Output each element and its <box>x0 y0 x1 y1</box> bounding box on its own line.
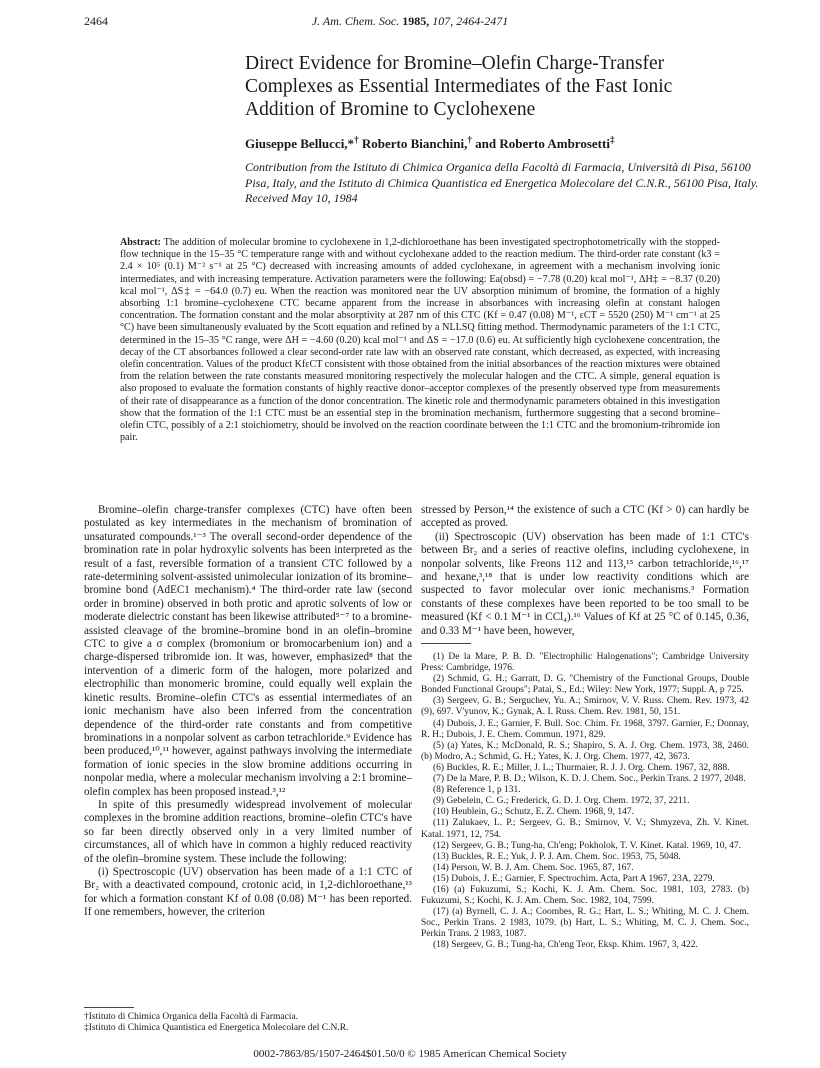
body-column-left <box>84 504 412 920</box>
footnote: ‡Istituto di Chimica Quantistica ed Energetica Molecolare del C.N.R. <box>84 1023 349 1033</box>
reference-item: (18) Sergeev, G. B.; Tung-ha, Ch'eng Teor, Eksp. Khim. 1967, 3, 422. <box>433 940 698 951</box>
journal-pages: 2464-2471 <box>456 14 509 28</box>
page-number: 2464 <box>84 14 108 28</box>
reference-item: (10) Heublein, G.; Schutz, E. Z. Chem. 1968, 9, 147. <box>433 807 635 818</box>
body-paragraph: stressed by Person,¹⁴ the existence of such a CTC (Kf > 0) can hardly be accepted as proved. <box>421 504 749 530</box>
abstract-text: The addition of molecular bromine to cyclohexene in 1,2-dichloroethane has been investigated spectrophotometrically with the stopped-flow technique in the 15–35 °C temperature range with and without cyclohexane added to the reaction medium. The third-order rate constant (k3 = 2.4 × 10⁵ (0.1) M⁻² s⁻¹ at 25 °C) decreased with increasing amounts of added cyclohexane, in agreement with a mechanism involving ionic intermediates, and with increasing temperature. Activation parameters were the following: Ea(obsd) = −7.78 (0.20) kcal mol⁻¹, ΔH‡ = −8.37 (0.20) kcal mol⁻¹, ΔS‡ = −64.0 (0.7) eu. When the reaction was monitored near the UV absorption minimum of bromine, the formation of a highly absorbing 1:1 bromine–cyclohexene CTC became apparent from the increase in absorbances with increasing olefin at constant halogen concentration. The formation constant and the molar absorptivity at 287 nm of this CTC (Kf = 0.47 (0.08) M⁻¹, εCT = 5520 (250) M⁻¹ cm⁻¹ at 25 °C) have been simultaneously evaluated by the Scott equation and refined by a NLLSQ fitting method. Thermodynamic parameters of the 1:1 CTC, determined in the 15–35 °C range, were ΔH = −4.60 (0.20) kcal mol⁻¹ and ΔS = −17.0 (0.6) eu. At sufficiently high cyclohexene concentration, the decay of the CT absorbances followed a clear second-order rate law with an observed rate constant, which decreased, as expected, with increasing olefin concentration. Values of the product KfεCT consistent with those obtained from the initial absorbances of the reaction mixtures were obtained from the relation between the rate constants measured monitoring respectively the molecular halogen and the CTC. A simple, general equation is also proposed to evaluate the formation constants of highly reactive donor–acceptor complexes of the presently observed type from measurements of their rate of disappearance as a function of the donor concentration. The kinetic role and thermodynamic parameters obtained in this investigation show that the formation of the 1:1 CTC must be an essential step in the bromination mechanism, furthermore suggesting that a second bromine–olefin CTC, possibly of a 2:1 stoichiometry, should be involved on the reaction coordinate between the 1:1 CTC and the bromonium-tribromide ion pair. <box>120 237 721 444</box>
references <box>421 652 749 952</box>
footnote: †Istituto di Chimica Organica della Facoltà di Farmacia. <box>84 1012 299 1022</box>
reference-item: (17) (a) Byrnell, C. J. A.; Coombes, R. G.; Hart, L. S.; Whiting, M. C. J. Chem. Soc., Perkin Trans. 2 1983, 1079. (b) Hart, L. S.; Whiting, M. C. J. Chem. Soc., Perkin Trans. 2 1983, 1087. <box>421 907 749 940</box>
reference-item: (8) Reference 1, p 131. <box>433 785 521 796</box>
body-column-right <box>421 504 749 638</box>
reference-item: (12) Sergeev, G. B.; Tung-ha, Ch'eng; Pokholok, T. V. Kinet. Katal. 1969, 10, 47. <box>433 840 742 851</box>
article-title <box>245 52 765 121</box>
copyright-line: 0002-7863/85/1507-2464$01.50/0 © 1985 American Chemical Society <box>253 1048 567 1060</box>
affiliation: Contribution from the Istituto di Chimica Organica della Facoltà di Farmacia, Università di Pisa, 56100 Pisa, Italy, and the Istituto di Chimica Quantistica ed Energetica Molecolare del C.N.R., 56100 Pisa, Italy. Received May 10, 1984 <box>245 160 759 205</box>
author: and Roberto Ambrosetti <box>471 136 610 151</box>
author: Giuseppe Bellucci,* <box>245 136 355 151</box>
reference-item: (5) (a) Yates, K.; McDonald, R. S.; Shapiro, S. A. J. Org. Chem. 1973, 38, 2460. (b) Modro, A.; Schmid, G. H.; Yates, K. J. Org. Chem. 1977, 42, 3673. <box>421 740 749 762</box>
title-line: Addition of Bromine to Cyclohexene <box>245 99 536 120</box>
title-line: Complexes as Essential Intermediates of the Fast Ionic <box>245 76 673 97</box>
reference-item: (3) Sergeev, G. B.; Serguchev, Yu. A.; Smirnov, V. V. Russ. Chem. Rev. 1973, 42 (9), 697. V'yunov, K.; Gynak, A. I. Russ. Chem. Rev. 1981, 50, 151. <box>421 696 749 718</box>
footnotes <box>84 1012 412 1034</box>
author-mark: ‡ <box>609 134 615 145</box>
reference-item: (16) (a) Fukuzumi, S.; Kochi, K. J. Am. Chem. Soc. 1981, 103, 2783. (b) Fukuzumi, S.; Kochi, K. J. Am. Chem. Soc. 1982, 104, 7599. <box>421 884 749 907</box>
reference-item: (11) Zalukaev, L. P.; Sergeev, G. B.; Smirnov, V. V.; Shmyzeva, Zh. V. Kinet. Katal. 1971, 12, 754. <box>421 818 749 840</box>
reference-item: (13) Buckles, R. E.; Yuk, J. P. J. Am. Chem. Soc. 1953, 75, 5048. <box>433 851 681 862</box>
running-header <box>0 14 820 29</box>
reference-item: (15) Dubois, J. E.; Garnier, F. Spectrochim. Acta, Part A 1967, 23A, 2279. <box>433 873 715 884</box>
author-mark: † <box>354 134 359 145</box>
footnote-divider <box>84 1007 134 1008</box>
journal-volume: 107, <box>432 14 454 28</box>
reference-item: (14) Person, W. B. J. Am. Chem. Soc. 1965, 87, 167. <box>433 862 634 873</box>
body-paragraph: (i) Spectroscopic (UV) observation has been made of a 1:1 CTC of Br₂ with a deactivated compound, crotonic acid, in 1,2-dichloroethane,¹³ for which a formation constant Kf of 0.08 (0.08) M⁻¹ has been reported. If one remembers, however, the criterion <box>84 865 412 919</box>
references-divider <box>421 643 471 644</box>
journal-year: 1985, <box>402 14 430 28</box>
reference-item: (9) Gebelein, C. G.; Frederick, G. D. J. Org. Chem. 1972, 37, 2211. <box>433 796 690 807</box>
author-mark: † <box>467 134 472 145</box>
journal-name: J. Am. Chem. Soc. <box>311 14 400 28</box>
reference-item: (1) De la Mare, P. B. D. "Electrophilic Halogenations"; Cambridge University Press: Cambridge, 1976. <box>421 652 749 674</box>
body-paragraph: In spite of this presumedly widespread involvement of molecular complexes in the bromine addition reactions, bromine–olefin CTC's have so far been directly observed only in a very limited number of circumstances, all of which have in common a highly reduced reactivity of the olefin–bromine system. These include the following: <box>84 798 412 865</box>
abstract-label: Abstract: <box>120 237 161 248</box>
reference-item: (6) Buckles, R. E.; Miller, J. L.; Thurmaier, R. J. J. Org. Chem. 1967, 32, 888. <box>433 762 730 773</box>
body-paragraph: (ii) Spectroscopic (UV) observation has been made of 1:1 CTC's between Br₂ and a series of reactive olefins, including cyclohexene, in nonpolar solvents, like Freons 112 and 113,¹⁵ carbon tetrachloride,¹⁶,¹⁷ and hexane,³,¹⁸ that is under low reactivity conditions which are suspected to favor molecular over ionic mechanisms.³ Formation constants of these complexes have been reported to be too small to be measured (Kf < 0.1 M⁻¹ in CCl₄).¹⁶ Values of Kf at 25 °C of 0.145, 0.36, and 0.33 M⁻¹ have been, however, <box>421 530 749 637</box>
author-list <box>245 136 765 152</box>
author: Roberto Bianchini, <box>358 136 468 151</box>
body-paragraph: Bromine–olefin charge-transfer complexes (CTC) have often been postulated as key intermediates in the mechanism of bromination of unsaturated compounds.¹⁻³ The overall second-order dependence of the bromination rate in polar hydroxylic solvents has been interpreted as the result of a fast, reversible formation of a transient CTC followed by a rate-determining solvent-assisted unimolecular ionization of its bromine–bromine bond (AdEC1 mechanism).⁴ The third-order rate law (second order in bromine) observed in both protic and aprotic solvents of low or moderate dielectric constant has been likewise attributed⁵⁻⁷ to a bromine-assisted cleavage of the bromine–bromine bond in an olefin–bromine CTC to give a σ complex (bromonium or bromocarbenium ion) and a charge-dispersed tribromide ion. It was, however, emphasized⁸ that the intervention of a dimeric form of the halogen, more polarized and electrophilic than monomeric bromine, could equally well explain the kinetic results. Bromine–olefin CTC's as essential intermediates of an ionic mechanism have also been inferred from the concentration dependence of the third-order rate constants and from competitive brominations in a nonpolar solvent as carbon tetrachloride.⁹ Evidence has been produced,¹⁰,¹¹ however, against pathways involving the intermediate formation of ionic species in the slow bromine additions occurring in nonpolar media, where a molecular mechanism involving a 2:1 bromine–olefin complex has been proposed instead.³,¹² <box>84 504 412 798</box>
reference-item: (2) Schmid, G. H.; Garratt, D. G. "Chemistry of the Functional Groups, Double Bonded Functional Groups"; Patai, S., Ed.; Wiley: New York, 1977; Suppl. A, p 725. <box>421 674 749 696</box>
reference-item: (7) De la Mare, P. B. D.; Wilson, K. D. J. Chem. Soc., Perkin Trans. 2 1977, 2048. <box>433 774 746 785</box>
title-line: Direct Evidence for Bromine–Olefin Charge-Transfer <box>245 53 665 74</box>
abstract <box>120 237 720 444</box>
reference-item: (4) Dubois, J. E.; Garnier, F. Bull. Soc. Chim. Fr. 1968, 3797. Garnier, F.; Donnay, R. H.; Dubois, J. E. Chem. Commun. 1971, 829. <box>421 718 749 740</box>
